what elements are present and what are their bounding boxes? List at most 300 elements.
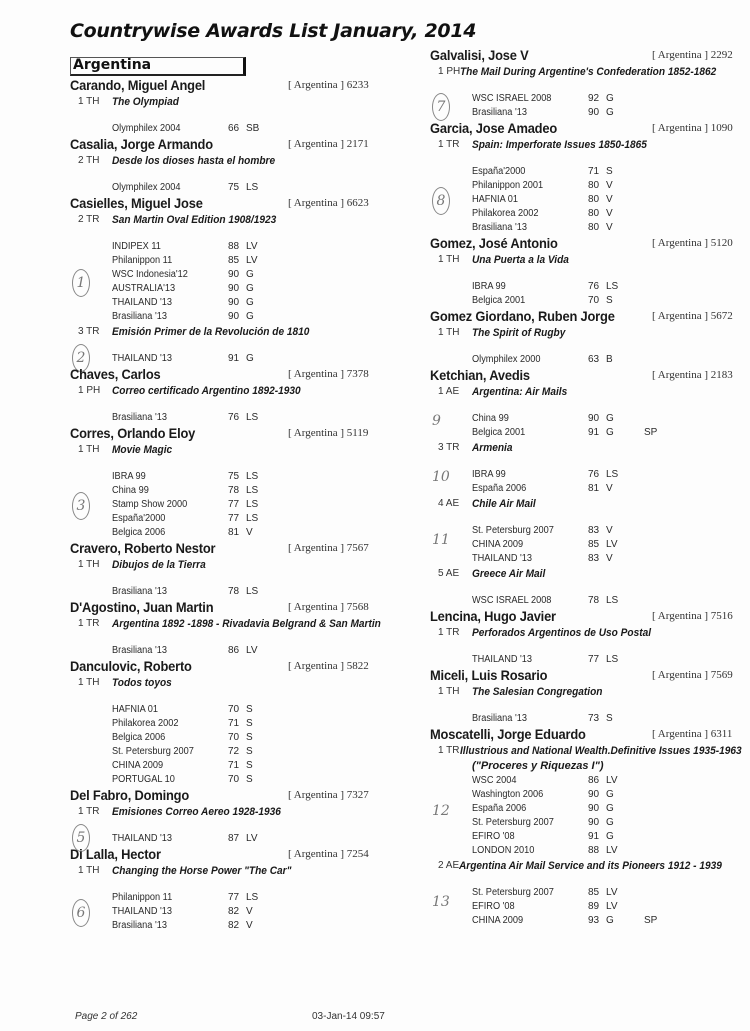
special-prize: [644, 412, 674, 426]
exhibitor-name: Cravero, Roberto Nestor: [70, 540, 216, 556]
exhibit-heading: [70, 383, 410, 399]
exhibition-name: Brasiliana '13: [112, 645, 167, 656]
spacer: [430, 80, 730, 92]
award-row: [70, 731, 410, 745]
exhibit-title: Chile Air Mail: [472, 498, 536, 510]
award-row: [70, 254, 410, 268]
award-row: [70, 745, 410, 759]
exhibition-name: AUSTRALIA'13: [112, 283, 176, 294]
exhibition-name: Brasiliana '13: [472, 222, 527, 233]
award-row: [430, 92, 730, 106]
exhibitor-entry: [70, 366, 410, 425]
award-row: [70, 352, 410, 366]
award-points: 66: [228, 123, 240, 134]
exhibitor-entry: [70, 136, 410, 195]
award-medal: LS: [246, 485, 259, 496]
exhibitor-name: Garcia, Jose Amadeo: [430, 120, 558, 136]
exhibit-title: Dibujos de la Tierra: [112, 559, 206, 571]
exhibit-heading: [70, 804, 410, 820]
award-list: [430, 886, 730, 928]
award-medal: LV: [606, 775, 618, 786]
exhibition-name: España 2006: [472, 483, 527, 494]
spacer: [70, 110, 410, 122]
exhibitor-name: D'Agostino, Juan Martin: [70, 599, 214, 615]
exhibitor-reference: [ Argentina ] 2292: [652, 49, 733, 61]
exhibit-heading: [70, 324, 410, 340]
award-row: [430, 482, 730, 496]
exhibitor-entry: [70, 425, 410, 540]
special-prize: [644, 193, 674, 207]
exhibit-class: 3 TR: [78, 326, 100, 337]
award-row: [70, 122, 410, 136]
exhibitor-entry: [430, 47, 733, 120]
exhibition-name: CHINA 2009: [112, 760, 164, 771]
country-name: Argentina: [73, 57, 152, 73]
award-medal: G: [606, 831, 614, 842]
special-prize: [644, 886, 674, 900]
award-medal: SB: [246, 123, 260, 134]
exhibit-class: 3 TR: [438, 442, 460, 453]
award-medal: LS: [246, 499, 259, 510]
exhibit-title: The Olympiad: [112, 96, 179, 108]
award-points: 76: [588, 281, 600, 292]
spacer: [70, 169, 410, 181]
special-prize: [644, 92, 674, 106]
exhibition-name: Olymphilex 2000: [472, 354, 541, 365]
exhibit-class: 1 TH: [438, 686, 460, 697]
exhibition-name: WSC 2004: [472, 775, 517, 786]
exhibitor-reference: [ Argentina ] 7327: [288, 789, 369, 801]
award-row: [430, 165, 730, 179]
award-medal: S: [246, 704, 253, 715]
special-prize: [284, 268, 314, 282]
exhibitor-name: Miceli, Luis Rosario: [430, 667, 548, 683]
award-medal: G: [606, 789, 614, 800]
award-list: [70, 470, 410, 540]
special-prize: [284, 919, 314, 933]
exhibit-class: 2 AE: [438, 860, 460, 871]
handwritten-note-mark: 2: [72, 344, 90, 372]
spacer: [70, 399, 410, 411]
exhibition-name: Belgica 2006: [112, 732, 166, 743]
exhibit-heading: [430, 496, 730, 512]
special-prize: [284, 484, 314, 498]
exhibitor-name: Ketchian, Avedis: [430, 367, 530, 383]
special-prize: [284, 411, 314, 425]
exhibition-name: HAFNIA 01: [472, 194, 519, 205]
exhibitor-entry: [430, 235, 733, 308]
award-points: 91: [588, 427, 600, 438]
award-row: [70, 181, 410, 195]
spacer: [430, 874, 730, 886]
award-points: 90: [228, 297, 240, 308]
award-row: [70, 512, 410, 526]
exhibition-name: Philakorea 2002: [112, 718, 179, 729]
award-points: 76: [588, 469, 600, 480]
exhibit-heading: [430, 858, 730, 874]
exhibit-heading: [430, 325, 730, 341]
exhibit-title: Correo certificado Argentino 1892-1930: [112, 385, 301, 397]
exhibit-class: 1 TH: [438, 254, 460, 265]
exhibit-heading: [70, 94, 410, 110]
exhibit-title: Illustrious and National Wealth.Definitive Issues 1935-1963: [459, 745, 742, 757]
special-prize: [284, 254, 314, 268]
award-medal: G: [246, 353, 254, 364]
special-prize: [644, 802, 674, 816]
special-prize: [644, 482, 674, 496]
award-row: [430, 788, 730, 802]
award-list: [70, 122, 410, 136]
award-points: 63: [588, 354, 600, 365]
exhibition-name: St. Petersburg 2007: [472, 525, 554, 536]
exhibition-name: CHINA 2009: [472, 915, 524, 926]
special-prize: SP: [644, 427, 658, 438]
exhibit-class: 1 TH: [78, 559, 100, 570]
special-prize: [284, 296, 314, 310]
award-row: [430, 524, 730, 538]
award-row: [430, 552, 730, 566]
exhibit-heading: [70, 212, 410, 228]
special-prize: [284, 745, 314, 759]
award-medal: G: [246, 269, 254, 280]
spacer: [70, 340, 410, 352]
special-prize: [284, 731, 314, 745]
exhibit-heading: [70, 557, 410, 573]
exhibitor-entry: [430, 120, 733, 235]
award-medal: LV: [606, 887, 618, 898]
award-row: [430, 802, 730, 816]
special-prize: [284, 498, 314, 512]
exhibitor-reference: [ Argentina ] 5120: [652, 237, 733, 249]
exhibit-heading: [70, 442, 410, 458]
award-medal: LS: [246, 182, 259, 193]
award-points: 77: [588, 654, 600, 665]
exhibit-heading: [430, 384, 730, 400]
special-prize: [284, 470, 314, 484]
exhibitor-reference: [ Argentina ] 7378: [288, 368, 369, 380]
award-row: [430, 106, 730, 120]
award-medal: LS: [606, 654, 619, 665]
exhibition-name: Brasiliana '13: [112, 412, 167, 423]
award-medal: G: [606, 915, 614, 926]
exhibition-name: Stamp Show 2000: [112, 499, 188, 510]
award-row: [70, 484, 410, 498]
exhibit-heading: [70, 863, 410, 879]
award-medal: B: [606, 354, 613, 365]
exhibition-name: IBRA 99: [112, 471, 146, 482]
exhibition-name: HAFNIA 01: [112, 704, 159, 715]
award-row: [430, 294, 730, 308]
award-points: 80: [588, 208, 600, 219]
award-row: [430, 538, 730, 552]
exhibitor-entry: [70, 599, 410, 658]
special-prize: [644, 788, 674, 802]
spacer: [70, 228, 410, 240]
award-points: 70: [228, 732, 240, 743]
award-row: [430, 280, 730, 294]
award-row: [70, 832, 410, 846]
award-medal: G: [606, 817, 614, 828]
exhibit-class: 1 TR: [438, 627, 460, 638]
exhibition-name: Philanippon 11: [112, 892, 173, 903]
award-points: 82: [228, 920, 240, 931]
exhibitor-reference: [ Argentina ] 5672: [652, 310, 733, 322]
award-points: 88: [228, 241, 240, 252]
exhibition-name: THAILAND '13: [112, 297, 173, 308]
award-list: [70, 703, 410, 787]
exhibit-title: Argentina 1892 -1898 - Rivadavia Belgrand & San Martin: [112, 618, 381, 630]
award-medal: LS: [246, 412, 259, 423]
award-points: 87: [228, 833, 240, 844]
handwritten-note-mark: 5: [72, 824, 90, 852]
award-points: 77: [228, 499, 240, 510]
award-points: 93: [588, 915, 600, 926]
special-prize: [284, 240, 314, 254]
exhibitor-entry: [70, 658, 410, 787]
award-medal: G: [606, 93, 614, 104]
award-medal: G: [606, 107, 614, 118]
award-medal: LS: [246, 513, 259, 524]
exhibit-class: 1 TH: [78, 96, 100, 107]
spacer: [430, 456, 730, 468]
handwritten-note-mark: 1: [72, 269, 90, 297]
award-row: [70, 282, 410, 296]
award-row: [70, 470, 410, 484]
award-list: [70, 240, 410, 324]
exhibit-class: 1 PH: [78, 385, 101, 396]
award-row: [430, 179, 730, 193]
special-prize: [284, 585, 314, 599]
award-list: [430, 774, 730, 858]
exhibitor-reference: [ Argentina ] 7254: [288, 848, 369, 860]
award-points: 85: [228, 255, 240, 266]
handwritten-note-mark: 11: [432, 532, 450, 548]
exhibition-name: España 2006: [472, 803, 527, 814]
handwritten-note-mark: 8: [432, 187, 450, 215]
exhibit-heading: [430, 137, 730, 153]
award-medal: G: [246, 297, 254, 308]
award-points: 75: [228, 182, 240, 193]
award-points: 70: [228, 774, 240, 785]
award-row: [70, 411, 410, 425]
award-medal: LS: [606, 281, 619, 292]
award-list: [430, 468, 730, 496]
exhibit-subtitle: ("Proceres y Riquezas I"): [472, 760, 604, 772]
special-prize: [284, 832, 314, 846]
special-prize: [284, 644, 314, 658]
award-row: [430, 774, 730, 788]
award-row: [430, 412, 730, 426]
award-list: [70, 891, 410, 933]
award-list: [430, 524, 730, 566]
spacer: [430, 153, 730, 165]
exhibit-heading: [70, 153, 410, 169]
special-prize: [644, 524, 674, 538]
award-medal: V: [606, 208, 613, 219]
special-prize: [284, 181, 314, 195]
award-points: 91: [588, 831, 600, 842]
exhibitor-name: Galvalisi, Jose V: [430, 47, 529, 63]
award-list: [70, 411, 410, 425]
award-medal: LV: [606, 845, 618, 856]
exhibit-class: 2 TR: [78, 214, 100, 225]
award-medal: LS: [606, 469, 619, 480]
exhibit-class: 4 AE: [438, 498, 460, 509]
exhibit-heading: [430, 252, 730, 268]
award-points: 71: [588, 166, 600, 177]
award-row: [430, 221, 730, 235]
award-medal: S: [246, 760, 253, 771]
award-points: 76: [228, 412, 240, 423]
handwritten-note-mark: 13: [432, 894, 450, 910]
award-points: 90: [228, 311, 240, 322]
award-points: 85: [588, 887, 600, 898]
award-medal: S: [606, 713, 613, 724]
award-points: 75: [228, 471, 240, 482]
special-prize: [644, 552, 674, 566]
exhibition-name: China 99: [112, 485, 149, 496]
special-prize: [644, 538, 674, 552]
special-prize: [284, 526, 314, 540]
exhibit-class: 1 TR: [78, 806, 100, 817]
award-medal: G: [606, 803, 614, 814]
award-row: [430, 830, 730, 844]
award-points: 90: [588, 107, 600, 118]
country-header: [70, 57, 246, 76]
award-medal: LS: [606, 595, 619, 606]
spacer: [430, 641, 730, 653]
page-title: Countrywise Awards List January, 2014: [70, 20, 477, 42]
exhibition-name: St. Petersburg 2007: [472, 817, 554, 828]
exhibition-name: THAILAND '13: [472, 654, 533, 665]
exhibit-class: 1 PH: [438, 66, 461, 77]
special-prize: [644, 900, 674, 914]
page-number: Page 2 of 262: [75, 1011, 138, 1022]
award-points: 78: [228, 586, 240, 597]
exhibition-name: LONDON 2010: [472, 845, 535, 856]
exhibition-name: Washington 2006: [472, 789, 544, 800]
award-points: 73: [588, 713, 600, 724]
award-row: [70, 268, 410, 282]
special-prize: [284, 512, 314, 526]
exhibition-name: IBRA 99: [472, 281, 506, 292]
award-row: [70, 905, 410, 919]
spacer: [430, 341, 730, 353]
exhibitor-name: Casalia, Jorge Armando: [70, 136, 213, 152]
exhibitor-reference: [ Argentina ] 5119: [288, 427, 369, 439]
award-medal: LV: [246, 833, 258, 844]
exhibition-name: Olymphilex 2004: [112, 123, 181, 134]
award-row: [430, 207, 730, 221]
award-list: [430, 280, 730, 308]
award-medal: G: [246, 283, 254, 294]
award-points: 70: [228, 704, 240, 715]
exhibit-title: Argentina Air Mail Service and its Pioneers 1912 - 1939: [459, 860, 723, 872]
exhibit-heading: [70, 675, 410, 691]
award-medal: LV: [606, 901, 618, 912]
exhibit-heading: [430, 440, 730, 456]
exhibit-class: 1 TR: [78, 618, 100, 629]
exhibitor-reference: [ Argentina ] 2183: [652, 369, 733, 381]
exhibit-title: Emisiones Correo Aereo 1928-1936: [112, 806, 281, 818]
exhibitor-reference: [ Argentina ] 1090: [652, 122, 733, 134]
award-row: [70, 498, 410, 512]
award-list: [430, 653, 730, 667]
exhibitor-name: Casielles, Miguel Jose: [70, 195, 203, 211]
award-medal: S: [246, 732, 253, 743]
spacer: [70, 458, 410, 470]
award-points: 83: [588, 553, 600, 564]
award-row: [430, 886, 730, 900]
exhibition-name: WSC ISRAEL 2008: [472, 595, 552, 606]
handwritten-note-mark: 3: [72, 492, 90, 520]
exhibition-name: Brasiliana '13: [112, 586, 167, 597]
award-medal: V: [606, 180, 613, 191]
spacer: [430, 700, 730, 712]
award-points: 86: [588, 775, 600, 786]
special-prize: [284, 703, 314, 717]
award-points: 78: [588, 595, 600, 606]
award-medal: LS: [246, 471, 259, 482]
exhibit-title: Changing the Horse Power "The Car": [112, 865, 292, 877]
handwritten-note-mark: 6: [72, 899, 90, 927]
award-row: [430, 914, 730, 928]
exhibit-heading: [70, 616, 410, 632]
special-prize: SP: [644, 915, 658, 926]
award-row: [70, 310, 410, 324]
left-column: [70, 77, 410, 933]
exhibition-name: WSC ISRAEL 2008: [472, 93, 552, 104]
award-row: [70, 526, 410, 540]
special-prize: [644, 844, 674, 858]
exhibition-name: Brasiliana '13: [112, 920, 167, 931]
exhibition-name: Philanippon 2001: [472, 180, 544, 191]
award-list: [430, 412, 730, 440]
special-prize: [644, 179, 674, 193]
award-points: 86: [228, 645, 240, 656]
award-row: [430, 712, 730, 726]
special-prize: [284, 352, 314, 366]
exhibition-name: Brasiliana '13: [472, 713, 527, 724]
exhibitor-reference: [ Argentina ] 7567: [288, 542, 369, 554]
spacer: [70, 879, 410, 891]
exhibition-name: Belgica 2006: [112, 527, 166, 538]
award-list: [70, 585, 410, 599]
award-points: 90: [588, 817, 600, 828]
exhibitor-entry: [70, 787, 410, 846]
exhibition-name: EFIRO '08: [472, 901, 515, 912]
exhibitor-reference: [ Argentina ] 2171: [288, 138, 369, 150]
special-prize: [644, 712, 674, 726]
special-prize: [644, 294, 674, 308]
award-list: [70, 352, 410, 366]
exhibition-name: PORTUGAL 10: [112, 774, 175, 785]
award-points: 78: [228, 485, 240, 496]
award-row: [70, 891, 410, 905]
exhibitor-entry: [430, 367, 733, 608]
special-prize: [284, 122, 314, 136]
award-points: 83: [588, 525, 600, 536]
award-points: 89: [588, 901, 600, 912]
special-prize: [644, 353, 674, 367]
exhibit-heading: [430, 684, 730, 700]
award-medal: LV: [246, 645, 258, 656]
exhibition-name: THAILAND '13: [112, 833, 173, 844]
award-points: 92: [588, 93, 600, 104]
exhibition-name: IBRA 99: [472, 469, 506, 480]
exhibition-name: Olymphilex 2004: [112, 182, 181, 193]
special-prize: [644, 221, 674, 235]
